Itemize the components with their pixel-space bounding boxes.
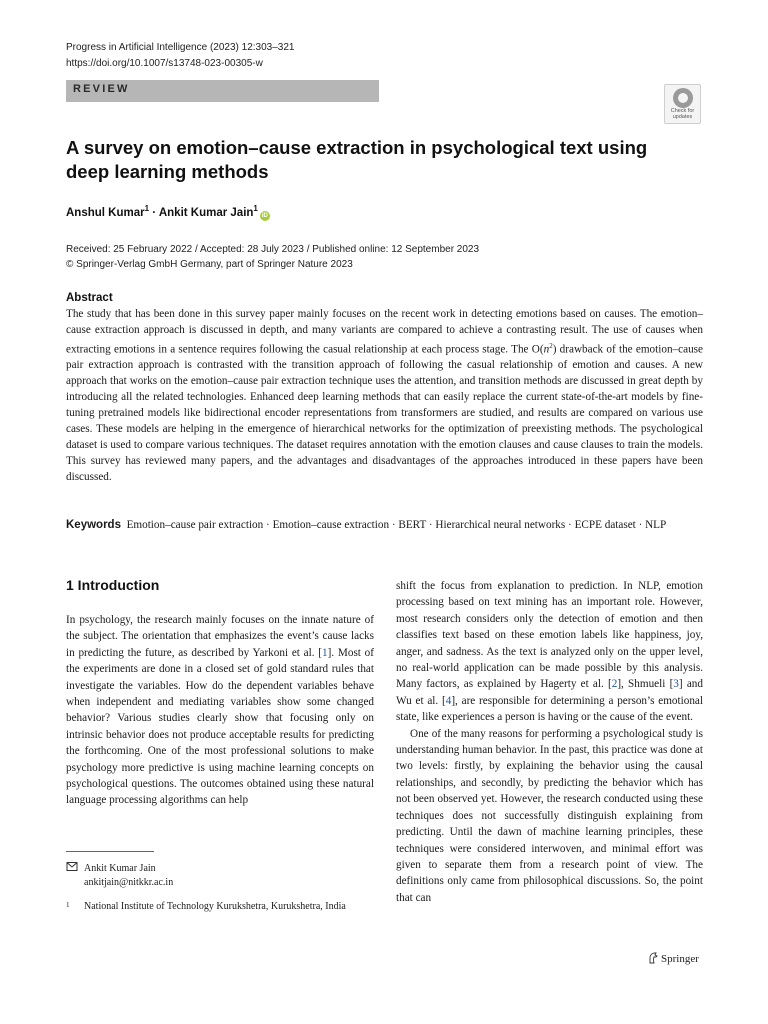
author-name[interactable]: Anshul Kumar xyxy=(66,206,145,219)
update-icon xyxy=(673,88,693,108)
corresponding-author xyxy=(66,862,174,888)
paper-title xyxy=(66,136,666,184)
paragraph-text: ]. Most of the experiments are done in a closed set of gold standard rules that investigate the variables. How do the dependent variables behave when independent and mediating variables show some changed behavior? Various studies clearly show that focusing only on intrinsic behavior does not produce acceptable results for predicting the forthcoming. One of the most professional solutions to make psychology more predictive is using machine learning concepts on psychological questions. The outcomes obtained using these natural language processing algorithms can help xyxy=(66,646,374,807)
affiliation-marker: 1 xyxy=(144,204,150,213)
email-link[interactable]: ankitjain@nitkkr.ac.in xyxy=(84,877,174,888)
journal-citation: Progress in Artificial Intelligence (2023) 12:303–321 xyxy=(66,42,295,53)
article-type-label: REVIEW xyxy=(73,83,130,95)
corresponding-name: Ankit Kumar Jain xyxy=(84,863,156,874)
date-history: Received: 25 February 2022 / Accepted: 28 July 2023 / Published online: 12 September 2023 xyxy=(66,244,480,255)
doi-link[interactable]: https://doi.org/10.1007/s13748-023-00305-w xyxy=(66,58,263,69)
paragraph-text: ], are responsible for determining a person’s emotional state, like experiences a person is having or the cause of the event. xyxy=(396,694,704,724)
abstract-text-part: The study that has been done in this survey paper mainly focuses on the recent work in detecting emotions based on causes. The emotion–cause extraction approach is discussed in depth, and many variants are compared to achieve a contrasting result. The use of causes when extracting emotions in a sentence requires following the casual relationship at each process stage. The O( xyxy=(66,308,703,356)
left-column xyxy=(66,612,374,809)
keywords xyxy=(66,518,703,534)
paragraph xyxy=(396,578,703,726)
paragraph-text: In psychology, the research mainly focuses on the innate nature of the subject. The orientation that emphasizes the event’s cause lacks in predicting the future, as described by Yarkoni et al. [ xyxy=(66,614,374,659)
article-type-bar xyxy=(66,80,379,102)
citation-link[interactable]: 2 xyxy=(611,678,618,691)
author-name[interactable]: Ankit Kumar Jain xyxy=(158,206,254,219)
badge-text-line1: Check for xyxy=(670,108,695,114)
paragraph-text: shift the focus from explanation to prediction. In NLP, emotion processing based on text mining has an important role. However, most research considers only the detection of emotion and then classifies text based on these emotion labels like happiness, joy, anger, and sadness. As the text is analyzed only on the upper level, no real-world application can be made possible by this analysis. Many factors, as explained by Hagerty et al. [ xyxy=(396,580,703,691)
math-exponent: 2 xyxy=(549,341,553,350)
paragraph xyxy=(66,612,374,809)
paragraph-text: ] and Wu et al. [ xyxy=(396,678,703,707)
author-list xyxy=(66,204,270,221)
citation-link[interactable]: 3 xyxy=(673,678,679,691)
affiliation-number: 1 xyxy=(66,901,70,909)
section-heading: 1 Introduction xyxy=(66,577,160,593)
publisher-name: Springer xyxy=(661,953,699,965)
publisher-logo xyxy=(648,952,699,965)
abstract-text-part: ) drawback of the emotion–cause pair extraction approach is contrasted with the transition approach of following the casual relationship of emotion and causes. A new approach that works on the emotion–cause pair extraction technique uses the attention, and transition methods are discussed in great depth by introducing all the related technologies. Enhanced deep learning methods that can easily replace the current state-of-the-art models by fine-tuning pretrained models like bidirectional encoder representations from transformers are studied, and results are compared on various use cases. These models are helping in the emergence of hierarchical networks for the optimization of preexisting methods. The psychological dataset is used to compare various techniques. The dataset requires annotation with the emotion clauses and cause clauses to train the models. This survey has reviewed many papers, and the advantages and disadvantages of the approaches introduced in these papers have been discussed. xyxy=(66,343,703,483)
springer-horse-icon xyxy=(648,952,658,964)
title-line-2: deep learning methods xyxy=(66,161,269,182)
title-line-1: A survey on emotion–cause extraction in psychological text using xyxy=(66,137,648,158)
right-column xyxy=(396,578,703,906)
keywords-list: Emotion–cause pair extraction · Emotion–cause extraction · BERT · Hierarchical neural networks · ECPE dataset · NLP xyxy=(126,519,667,531)
corresponding-info xyxy=(84,862,173,890)
citation-link[interactable]: 1 xyxy=(322,646,328,659)
badge-text-line2: updates xyxy=(672,114,693,120)
affiliation-marker: 1 xyxy=(253,204,258,213)
check-for-updates-badge[interactable] xyxy=(664,84,701,124)
paragraph-text: ], Shmueli [ xyxy=(617,678,674,691)
math-variable: n xyxy=(543,343,550,356)
journal-header xyxy=(66,40,294,72)
citation-link[interactable]: 4 xyxy=(445,694,452,707)
orcid-icon[interactable]: iD xyxy=(261,212,268,219)
copyright-line: © Springer-Verlag GmbH Germany, part of Springer Nature 2023 xyxy=(66,259,353,270)
paragraph: One of the many reasons for performing a psychological study is understanding human behavior. In the past, this practice was done at two levels: firstly, by explaining the behavior using the causal relationships, and secondly, by predicting the behavior which has not been observed yet. However, the research conducted using these techniques does not successfully distinguish explaining from predicting. Until the dawn of machine learning principles, these techniques were considered interwoven, and minimal effort was given to separate them from a research point of view. The definitions only came from philosophical discussions. So, the point that can xyxy=(396,727,703,904)
footnote-divider xyxy=(66,851,154,852)
abstract-heading: Abstract xyxy=(66,292,113,304)
affiliation-text: National Institute of Technology Kurukshetra, Kurukshetra, India xyxy=(84,901,346,912)
publication-history xyxy=(66,242,479,272)
author-separator: · xyxy=(149,206,159,219)
keywords-label: Keywords xyxy=(66,519,121,531)
envelope-icon xyxy=(66,862,78,871)
abstract-body xyxy=(66,307,703,486)
